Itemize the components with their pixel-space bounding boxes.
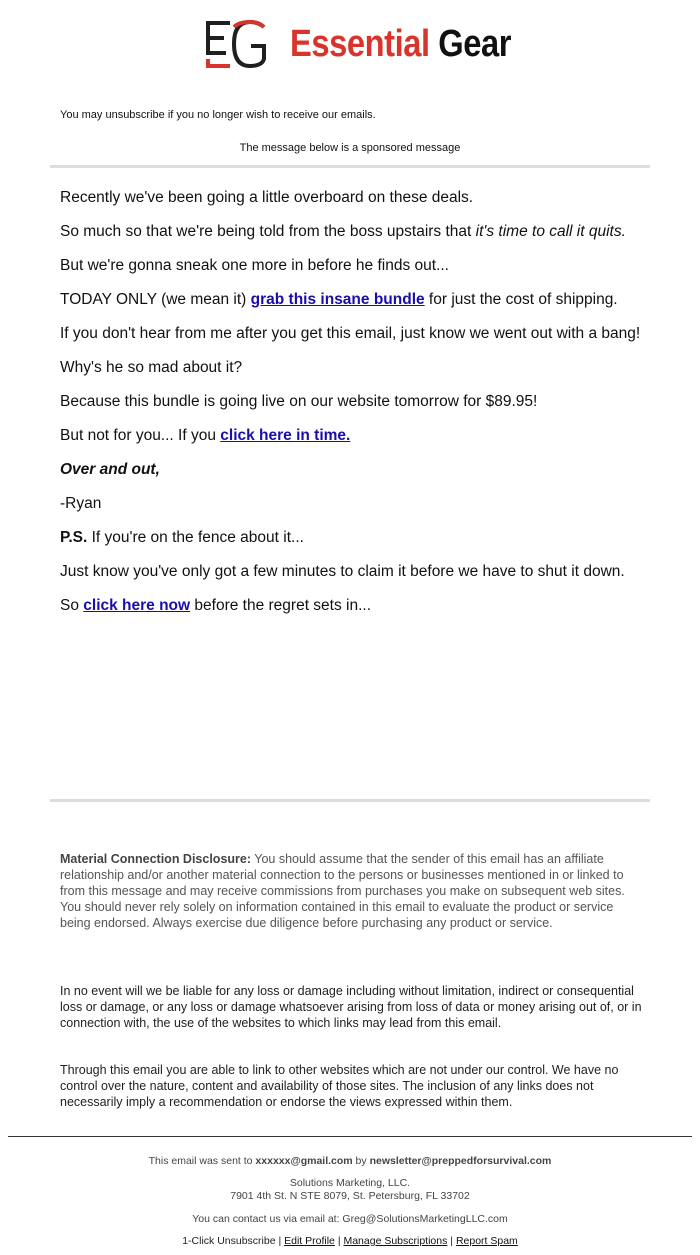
manage-subscriptions-link[interactable]: Manage Subscriptions (343, 1235, 448, 1247)
click-here-in-time-link[interactable]: click here in time. (220, 427, 351, 444)
paragraph-10-text: So (60, 597, 84, 614)
paragraph-3: But we're gonna sneak one more in before he finds out... (60, 257, 449, 274)
disclosure-text: You should assume that the sender of this email has an affiliate relationship and/or another material connection to the persons or businesses mentioned in or linked to from this message and may receive commissions from purchases you make on subsequent web sites. You should never rely solely on information contained in this email to evaluate the product or service being endorsed. Always exercise due diligence before purchasing any product or service. (60, 852, 625, 930)
disclosure-label: Material Connection Disclosure: (60, 852, 252, 866)
ps-label: P.S. (60, 529, 88, 546)
paragraph-10-tail: before the regret sets in... (190, 597, 372, 614)
paragraph-6: Why's he so mad about it? (60, 359, 243, 376)
paragraph-7: Because this bundle is going live on our website tomorrow for $89.95! (60, 393, 538, 410)
divider-top (50, 165, 650, 168)
contact-line: You can contact us via email at: Greg@SolutionsMarketingLLC.com (192, 1213, 508, 1225)
sender-email: newsletter@preppedforsurvival.com (369, 1155, 552, 1167)
paragraph-4 (60, 290, 645, 309)
signoff: Over and out, (60, 461, 160, 478)
paragraph-10 (60, 596, 645, 615)
grab-bundle-link[interactable]: grab this insane bundle (250, 291, 425, 308)
logo-word-gear: Gear (438, 22, 512, 65)
postscript (60, 528, 645, 547)
separator: | (334, 1235, 344, 1247)
unsubscribe-note: You may unsubscribe if you no longer wish to receive our emails. (60, 109, 376, 121)
company-address (0, 1177, 700, 1203)
paragraph-1: Recently we've been going a little overboard on these deals. (60, 189, 474, 206)
separator: | (275, 1235, 285, 1247)
recipient-email: xxxxxx@gmail.com (255, 1155, 353, 1167)
company-name: Solutions Marketing, LLC. (289, 1177, 411, 1189)
sent-by-pre: by (352, 1155, 370, 1167)
sent-to-line (0, 1155, 700, 1168)
edit-profile-link[interactable]: Edit Profile (284, 1235, 335, 1247)
footer-divider (8, 1136, 692, 1137)
one-click-unsubscribe[interactable]: 1-Click Unsubscribe (182, 1235, 276, 1247)
essential-gear-logo (204, 18, 512, 70)
sent-to-pre: This email was sent to (148, 1155, 256, 1167)
paragraph-2-text: So much so that we're being told from the boss upstairs that (60, 223, 476, 240)
paragraph-9: Just know you've only got a few minutes to claim it before we have to shut it down. (60, 563, 625, 580)
separator: | (447, 1235, 456, 1247)
paragraph-5: If you don't hear from me after you get this email, just know we went out with a bang! (60, 325, 641, 342)
paragraph-2 (60, 222, 645, 241)
material-connection-disclosure (60, 851, 645, 931)
report-spam-link[interactable]: Report Spam (455, 1235, 518, 1247)
email-body (60, 188, 645, 630)
eg-monogram-icon (204, 19, 268, 69)
sponsored-note: The message below is a sponsored message (239, 142, 461, 154)
paragraph-4-text: TODAY ONLY (we mean it) (60, 291, 251, 308)
logo-wordmark (290, 23, 511, 66)
footer-links (0, 1235, 700, 1248)
paragraph-8 (60, 426, 645, 445)
click-here-now-link[interactable]: click here now (83, 597, 191, 614)
paragraph-4-tail: for just the cost of shipping. (424, 291, 618, 308)
divider-bottom (50, 799, 650, 802)
logo-word-essential: Essential (290, 22, 430, 65)
third-party-disclaimer: Through this email you are able to link to other websites which are not under our control. We have no control over the nature, content and availability of those sites. The inclusion of any links does not necessarily imply a recommendation or endorse the views expressed within them. (60, 1063, 619, 1109)
liability-disclaimer: In no event will we be liable for any loss or damage including without limitation, indirect or consequential loss or damage, or any loss or damage whatsoever arising from loss of data or money arising out of, or in connection with, the use of the websites to which links may lead from this email. (60, 984, 642, 1030)
ps-text: If you're on the fence about it... (87, 529, 304, 546)
street-address: 7901 4th St. N STE 8079, St. Petersburg, FL 33702 (230, 1190, 470, 1202)
paragraph-2-italic: it's time to call it quits. (475, 223, 626, 240)
signature: -Ryan (60, 495, 102, 512)
paragraph-8-text: But not for you... If you (60, 427, 221, 444)
